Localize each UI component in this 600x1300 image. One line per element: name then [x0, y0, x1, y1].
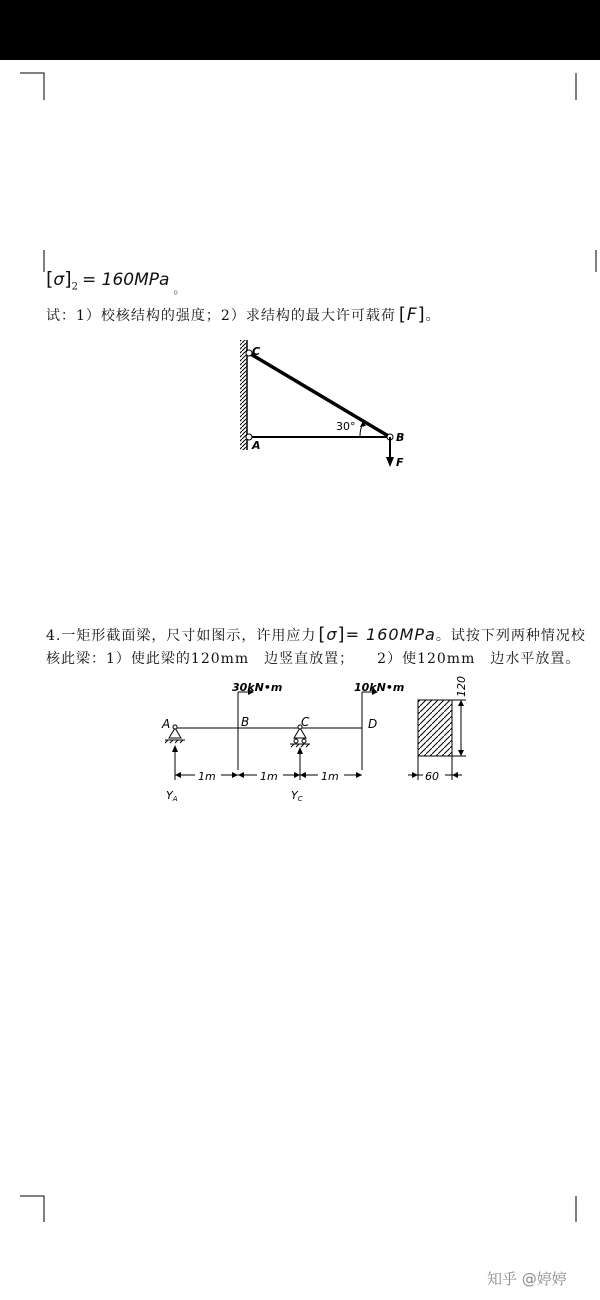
allowable-stress-formula: $[\sigma]_2 = 160MPa$ $_。$: [46, 268, 186, 296]
task-line: 试：1）校核结构的强度；2）求结构的最大许可载荷 [F]。: [46, 304, 441, 325]
label-c: C: [252, 345, 261, 358]
dimension-ab: 1m: [198, 770, 216, 783]
beam-label-a: A: [162, 717, 171, 731]
moment-right-label: 10kN•m: [354, 681, 405, 694]
truss-figure: [230, 335, 430, 475]
crop-mark-bottom-left: [20, 1196, 44, 1222]
moment-left-label: 30kN•m: [232, 681, 283, 694]
problem4-line1: 4.一矩形截面梁，尺寸如图示，许用应力 [σ]= 160MPa。试按下列两种情况校: [46, 624, 586, 645]
angle-label: 30°: [336, 420, 356, 433]
sigma-symbol: σ: [53, 270, 65, 290]
task-text: 试：1）校核结构的强度；2）求结构的最大许可载荷: [46, 308, 396, 324]
problem4-line2: 核此梁：1）使此梁的120mm 边竖直放置； 2）使120mm 边水平放置。: [46, 651, 581, 667]
beam-label-d: D: [368, 717, 378, 731]
section-height-label: 120: [455, 676, 468, 697]
wall-hatch: [240, 340, 247, 450]
label-f: F: [396, 456, 404, 469]
reaction-a-label: YA: [166, 789, 178, 803]
dimension-bc: 1m: [260, 770, 278, 783]
stress-value: = 160MPa: [82, 270, 170, 290]
crop-mark-top-left: [20, 73, 44, 100]
watermark: 知乎 @婷婷: [487, 1270, 567, 1288]
member-cb: [249, 353, 390, 437]
beam-figure: [150, 670, 480, 805]
stress-value-2: = 160MPa: [345, 625, 436, 644]
sigma-symbol-2: σ: [326, 625, 338, 644]
label-b: B: [396, 431, 405, 444]
beam-label-b: B: [241, 715, 250, 729]
reaction-a-arrow-icon: [172, 745, 178, 752]
dimension-cd: 1m: [321, 770, 339, 783]
cross-section: [418, 700, 452, 756]
sigma-subscript: 2: [71, 281, 78, 293]
reaction-c-label: YC: [291, 789, 303, 803]
load-symbol: F: [406, 305, 418, 325]
force-arrow-icon: [386, 457, 394, 467]
reaction-c-arrow-icon: [297, 747, 303, 754]
label-a: A: [252, 439, 261, 452]
section-width-label: 60: [425, 770, 439, 783]
beam-label-c: C: [301, 715, 310, 729]
